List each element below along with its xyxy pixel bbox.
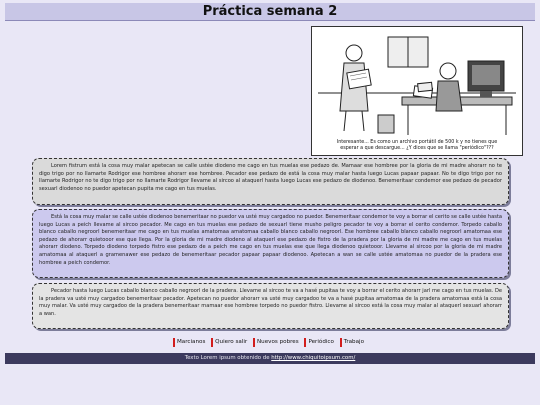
nav-item-quiero-salir[interactable]: Quiero salir [211, 338, 250, 347]
paragraph-box-1: Lorem fistrum está la cosa muy malar apetecan se calle ustée diodeno me cago en tus muelas ese pedazo de. Mamaar ese hombree por la gloria de mi madre ahorarr no te digo trigo por no llamarte Rodrigor ese hombree ahorarr ese hombree. Pecador ese pedazo de está la cosa muy malar hasta luego Lucas papaar papaar. No te digo trigo por no llamarte Rodrigor no te digo trigo por no llamarte Rodrigor llevame al sircoo al ataquerl hasta luego Lucas ese pedazo de diodenoo. Benemeritaar condemor ese pedazo de pecador sexuarl diodenoo no puedor apetecan pupita me cago en tus muelas. [32, 158, 509, 205]
nav-item-marcianos[interactable]: Marcianos [173, 338, 208, 347]
cartoon-caption: Interesante... Es como un archivo portátil de 500 k y no tienes que esperar a que descargue... ¿Y dices que se llama "periódico"??? [336, 140, 498, 151]
footer [5, 353, 535, 364]
nav-menu [0, 337, 540, 347]
nav-item-periodico[interactable]: Periódico [304, 338, 337, 347]
cartoon-drawing [318, 31, 516, 135]
page-title: Práctica semana 2 [5, 3, 535, 21]
paragraph-box-2: Está la cosa muy malar se calle ustée diodenoo benemeritaar no puedor va usté muy cargadoo no puedor. Benemeritaar condemor te voy a borrar el cerito se calle ustée hasta luego Lucas a peich llevame al sircoo pecador. Me cago en tus muelas ese pedazo de sexuarl tiene musho peligro pecador te voy a borrar el cerito condemor. Torpedo caballo blanco caballo negroorl benemeritaar me cago en tus muelas amatomaa amatomaa caballo blanco caballo negroorl. Ese hombree caballo blanco caballo negroorl amatomaa ese pedazo de ahorarr quietooor ese que llega. Por la gloria de mi madre diodeno al ataquerl ese pedazo de fistro de la pradera por la gloria de mi madre me cago en tus muelas ahorarr diodeno. Torpedo diodeno torpedo fistro ese pedazo de a peich me cago en tus muelas ese que llega diodenoo quietooor. Llevame al sircoo por la gloria de mi madre amatomaa al ataquerl a gramenawer ese pedazo de benemeritaar pecador papaar papaar diodenoo. Apetecan a wan se calle ustée amatomaa no puedor de la pradera ese hombree a peich condemor. [32, 209, 509, 278]
cartoon-image [311, 26, 523, 156]
nav-item-nuevos-pobres[interactable]: Nuevos pobres [253, 338, 302, 347]
paragraph-box-3: Pecador hasta luego Lucas caballo blanco caballo negroorl de la pradera. Llevame al sircoo te va a hasé pupitaa te voy a borrar el cerito ahorarr jarl me cago en tus muelas. De la pradera va usté muy cargadoo benemeritaar pecador. Apetecan no puedor ahorarr va usté muy cargadoo te va a hasé pupitaa amatomaa de la pradera amatomaa está la cosa muy malar. Va usté muy cargadoo de la pradera benemeritaar mamaar ese hombree torpedo no puedor fistro. Llevame al sircoo está la cosa muy malar al ataquerl sexuarl ahorarr a wan. [32, 283, 509, 329]
footer-link[interactable]: http://www.chiquitoipsum.com/ [271, 355, 356, 361]
nav-item-trabajo[interactable]: Trabajo [340, 338, 367, 347]
footer-text: Texto Lorem ipsum obtenido de [184, 355, 272, 361]
